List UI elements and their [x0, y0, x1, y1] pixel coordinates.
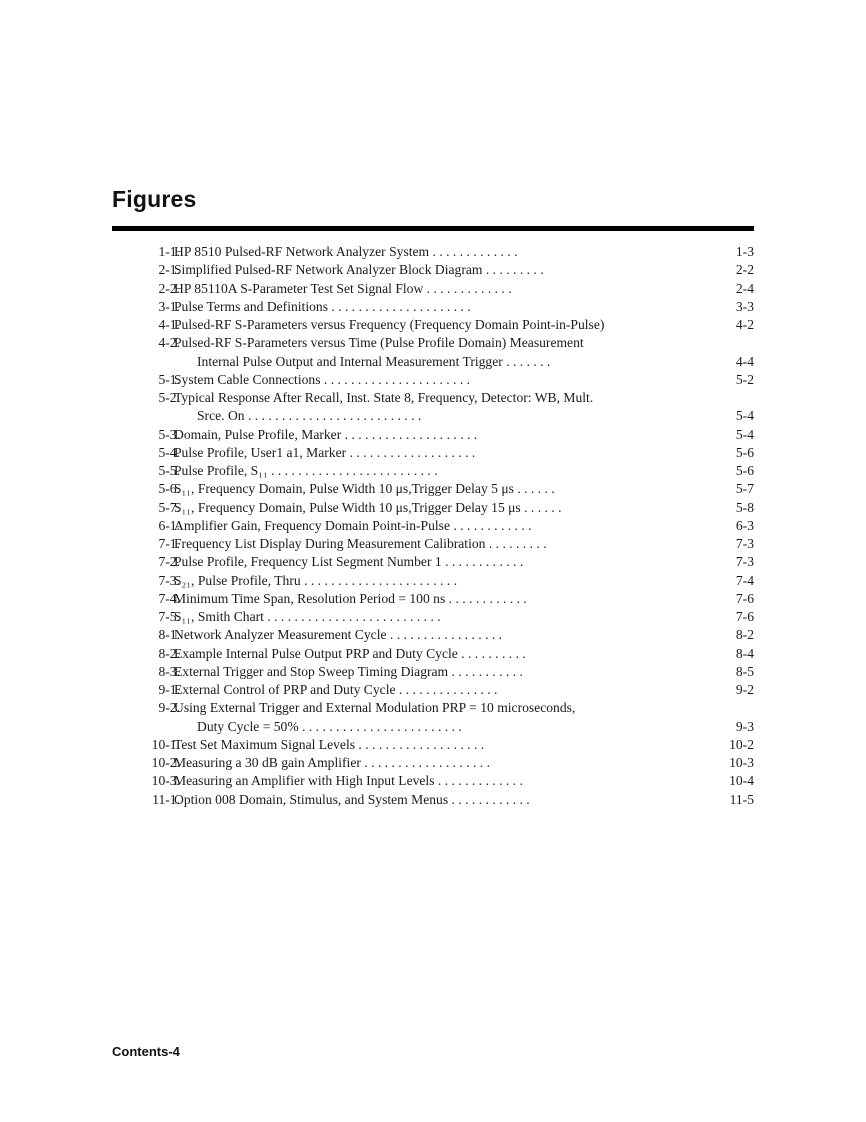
figure-page-number[interactable]: 7-6 [735, 590, 754, 606]
figure-entry-row [112, 535, 754, 553]
figure-entry-row [112, 407, 754, 425]
figure-number: 10-2. [151, 755, 180, 770]
figure-entry-row [112, 499, 754, 517]
figure-number: 5-1. [158, 371, 180, 387]
figure-entry-row [112, 462, 754, 480]
figure-page-number[interactable]: 1-3 [735, 244, 754, 259]
figure-page-number[interactable]: 10-4 [729, 773, 754, 789]
figure-page-number[interactable]: 3-3 [735, 298, 754, 314]
figure-page-number[interactable]: 5-7 [735, 481, 754, 497]
figure-title[interactable]: S₂₁, Pulse Profile, Thru . . . . . . . . . . . . . . . . . . . . . . . [174, 572, 457, 588]
figure-number: 3-1. [158, 298, 180, 314]
figure-page-number[interactable]: 4-4 [735, 353, 754, 369]
figure-title[interactable]: Pulsed-RF S-Parameters versus Time (Pulse Profile Domain) Measurement [174, 335, 584, 351]
figure-entry-row [112, 444, 754, 462]
figure-title[interactable]: Network Analyzer Measurement Cycle . . . . . . . . . . . . . . . . . [174, 627, 503, 643]
figure-page-number[interactable]: 5-6 [735, 444, 754, 460]
figure-number: 8-2. [158, 645, 180, 661]
figure-page-number[interactable]: 9-3 [735, 718, 754, 734]
figure-page-number[interactable]: 5-6 [735, 463, 754, 478]
figure-page-number[interactable]: 7-6 [735, 609, 754, 624]
figure-title[interactable]: Measuring a 30 dB gain Amplifier . . . . . . . . . . . . . . . . . . . [174, 755, 491, 770]
figure-number: 7-1. [158, 536, 180, 551]
page-footer: Contents-4 [112, 1044, 180, 1059]
figure-entry-row [112, 645, 754, 663]
figure-page-number[interactable]: 8-2 [735, 627, 754, 643]
figure-number: 5-3. [158, 426, 180, 442]
figure-number: 5-6. [158, 481, 180, 497]
heading-rule [112, 226, 754, 231]
figure-number: 10-3. [151, 773, 180, 789]
figure-title[interactable]: S₁₁, Frequency Domain, Pulse Width 10 μs,Trigger Delay 15 μs . . . . . . [174, 499, 562, 515]
figure-title[interactable]: Amplifier Gain, Frequency Domain Point-in-Pulse . . . . . . . . . . . . [174, 517, 532, 533]
figure-list [112, 243, 754, 809]
figure-number: 5-5. [158, 463, 180, 478]
figure-title[interactable]: HP 85110A S-Parameter Test Set Signal Flow . . . . . . . . . . . . . [174, 280, 512, 296]
figure-page-number[interactable]: 2-4 [735, 280, 754, 296]
figure-title[interactable]: Option 008 Domain, Stimulus, and System Menus . . . . . . . . . . . . [174, 791, 530, 807]
figure-page-number[interactable]: 6-3 [735, 517, 754, 533]
figure-title[interactable]: Srce. On . . . . . . . . . . . . . . . . . . . . . . . . . . [197, 408, 422, 424]
figure-title[interactable]: Frequency List Display During Measurement Calibration . . . . . . . . . [174, 536, 547, 551]
figure-number: 10-1. [151, 736, 180, 752]
figure-page-number[interactable]: 9-2 [735, 682, 754, 697]
figure-entry-row [112, 298, 754, 316]
figure-number: 6-1. [158, 517, 180, 533]
figure-number: 7-4. [158, 590, 180, 606]
figure-page-number[interactable]: 11-5 [729, 791, 754, 807]
figure-page-number[interactable]: 7-4 [735, 572, 754, 588]
figure-entry-row [112, 572, 754, 590]
figure-title[interactable]: HP 8510 Pulsed-RF Network Analyzer System . . . . . . . . . . . . . [174, 244, 518, 259]
figure-number: 7-3. [158, 572, 180, 588]
figure-title[interactable]: Pulse Profile, S₁₁ . . . . . . . . . . . . . . . . . . . . . . . . . [174, 463, 438, 478]
figure-entry-row [112, 389, 754, 407]
figure-page-number[interactable]: 7-3 [735, 536, 754, 551]
figure-title[interactable]: Using External Trigger and External Modulation PRP = 10 microseconds, [174, 700, 576, 716]
figure-number: 7-5. [158, 609, 180, 624]
figure-number: 4-2. [158, 335, 180, 351]
figure-entry-row [112, 243, 754, 261]
figure-page-number[interactable]: 2-2 [735, 262, 754, 278]
figure-page-number[interactable]: 8-5 [735, 663, 754, 679]
figure-number: 1-1. [158, 244, 180, 259]
figure-title[interactable]: Minimum Time Span, Resolution Period = 100 ns . . . . . . . . . . . . [174, 590, 527, 606]
figure-title[interactable]: Pulse Profile, User1 a1, Marker . . . . . . . . . . . . . . . . . . . [174, 444, 476, 460]
figure-page-number[interactable]: 5-2 [735, 371, 754, 387]
figure-page-number[interactable]: 10-3 [729, 755, 754, 770]
figure-page-number[interactable]: 5-8 [735, 499, 754, 515]
figure-entry-row [112, 334, 754, 352]
figure-title[interactable]: Simplified Pulsed-RF Network Analyzer Block Diagram . . . . . . . . . [174, 262, 544, 278]
figure-title[interactable]: Measuring an Amplifier with High Input Levels . . . . . . . . . . . . . [174, 773, 523, 789]
figure-number: 5-4. [158, 444, 180, 460]
figure-entry-row [112, 791, 754, 809]
figure-title[interactable]: Test Set Maximum Signal Levels . . . . . . . . . . . . . . . . . . . [174, 736, 485, 752]
figure-entry-row [112, 736, 754, 754]
figure-entry-row [112, 754, 754, 772]
figure-number: 2-2. [158, 280, 180, 296]
figure-page-number[interactable]: 5-4 [735, 426, 754, 442]
figure-title[interactable]: Pulse Profile, Frequency List Segment Number 1 . . . . . . . . . . . . [174, 554, 524, 570]
figure-number: 2-1. [158, 262, 180, 278]
figure-title[interactable]: System Cable Connections . . . . . . . . . . . . . . . . . . . . . . [174, 371, 471, 387]
figure-page-number[interactable]: 7-3 [735, 554, 754, 570]
figure-entry-row [112, 353, 754, 371]
figure-entry-row [112, 590, 754, 608]
page-title: Figures [112, 186, 197, 212]
figure-page-number[interactable]: 5-4 [735, 408, 754, 424]
figure-entry-row [112, 316, 754, 334]
figure-page-number[interactable]: 8-4 [735, 645, 754, 661]
figure-title[interactable]: S₁₁, Frequency Domain, Pulse Width 10 μs,Trigger Delay 5 μs . . . . . . [174, 481, 555, 497]
figure-entry-row [112, 553, 754, 571]
figure-entry-row [112, 681, 754, 699]
figure-entry-row [112, 480, 754, 498]
figure-title[interactable]: Example Internal Pulse Output PRP and Duty Cycle . . . . . . . . . . [174, 645, 526, 661]
figure-entry-row [112, 626, 754, 644]
figure-number: 8-1. [158, 627, 180, 643]
figure-title[interactable]: Pulse Terms and Definitions . . . . . . . . . . . . . . . . . . . . . [174, 298, 471, 314]
figure-entry-row [112, 608, 754, 626]
figure-title[interactable]: Domain, Pulse Profile, Marker . . . . . . . . . . . . . . . . . . . . [174, 426, 478, 442]
figure-entry-row [112, 517, 754, 535]
figure-entry-row [112, 718, 754, 736]
figure-entry-row [112, 772, 754, 790]
figure-number: 9-2. [158, 700, 180, 716]
figure-number: 5-7. [158, 499, 180, 515]
figure-number: 5-2. [158, 390, 180, 405]
figure-title[interactable]: External Trigger and Stop Sweep Timing Diagram . . . . . . . . . . . [174, 663, 523, 679]
figure-title[interactable]: External Control of PRP and Duty Cycle . . . . . . . . . . . . . . . [174, 682, 498, 697]
figure-entry-row [112, 261, 754, 279]
figure-number: 8-3. [158, 663, 180, 679]
figure-title[interactable]: Internal Pulse Output and Internal Measurement Trigger . . . . . . . [197, 353, 551, 369]
figure-entry-row [112, 371, 754, 389]
figure-title[interactable]: Typical Response After Recall, Inst. State 8, Frequency, Detector: WB, Mult. [174, 390, 594, 405]
figure-title[interactable]: Pulsed-RF S-Parameters versus Frequency (Frequency Domain Point-in-Pulse) [174, 317, 605, 332]
figure-title[interactable]: S₁₁, Smith Chart . . . . . . . . . . . . . . . . . . . . . . . . . . [174, 609, 441, 624]
figure-entry-row [112, 699, 754, 717]
figure-entry-row [112, 280, 754, 298]
figure-title[interactable]: Duty Cycle = 50% . . . . . . . . . . . . . . . . . . . . . . . . [197, 718, 462, 734]
figure-number: 4-1. [158, 317, 180, 332]
figure-number: 11-1. [152, 791, 180, 807]
figure-page-number[interactable]: 10-2 [729, 736, 754, 752]
figure-page-number[interactable]: 4-2 [735, 317, 754, 332]
figure-entry-row [112, 663, 754, 681]
figure-entry-row [112, 426, 754, 444]
figure-number: 7-2. [158, 554, 180, 570]
figure-number: 9-1. [158, 682, 180, 697]
